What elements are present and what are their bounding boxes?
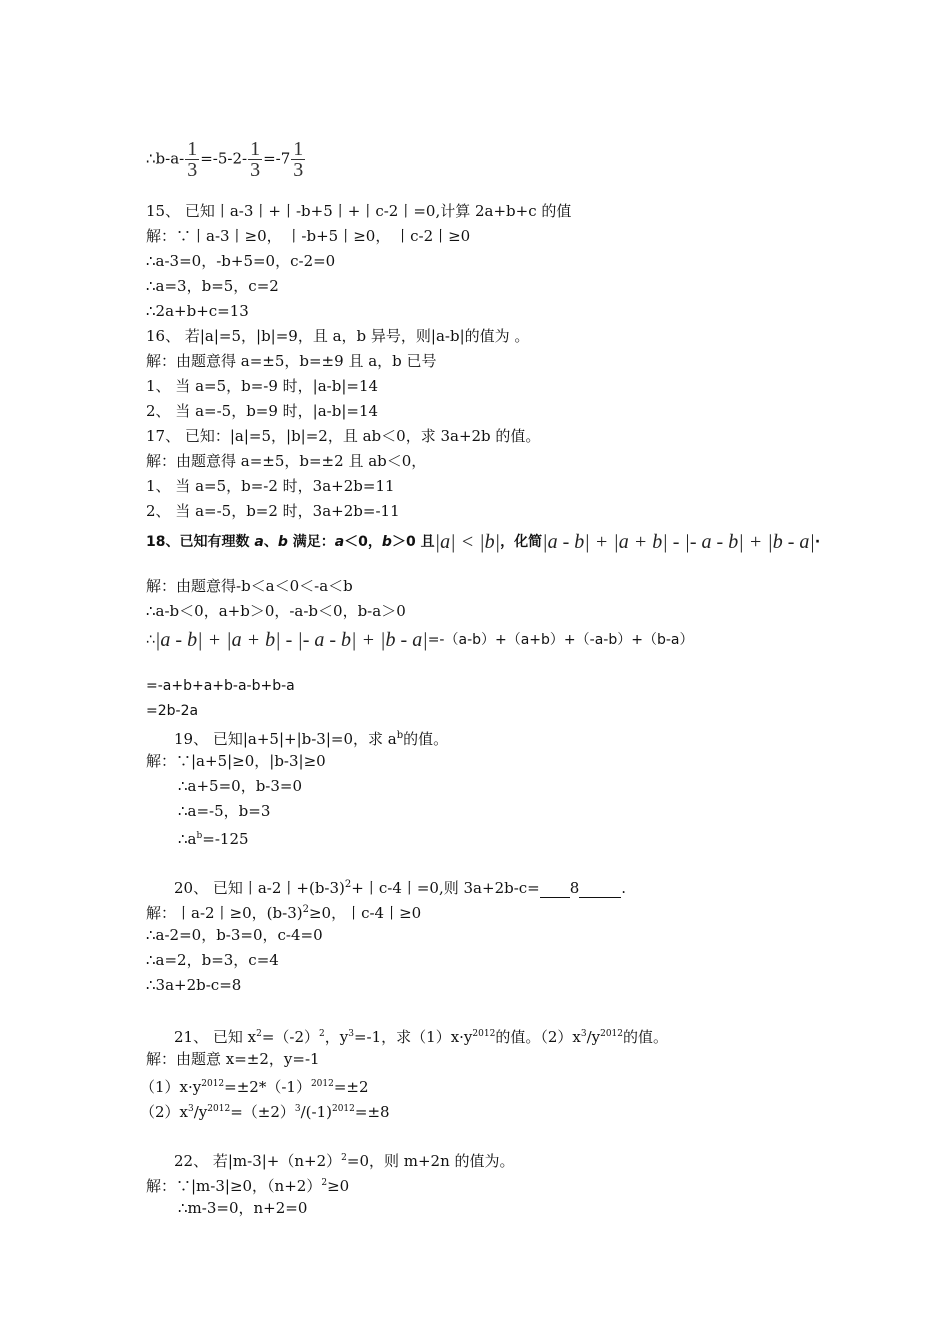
text: =-7 bbox=[263, 149, 291, 168]
solution-line: $\therefore a^b=-125$ bbox=[178, 830, 249, 848]
solution-line: 解：由题意 x=±2，y=-1 bbox=[146, 1050, 320, 1068]
problem-16: 16、 若|a|=5，|b|=9，且 a，b 异号，则|a-b|的值为 。 bbox=[146, 327, 530, 345]
solution-line: ∴|a - b| + |a + b| - |- a - b| + |b - a|=-（a-b）+（a+b）+（-a-b）+（b-a） bbox=[146, 629, 694, 651]
problem-17: 17、 已知：|a|=5，|b|=2，且 ab＜0，求 3a+2b 的值。 bbox=[146, 427, 541, 445]
blank-line bbox=[540, 881, 570, 898]
text: ∴b-a- bbox=[146, 149, 185, 168]
solution-line: ∴m-3=0，n+2=0 bbox=[178, 1199, 308, 1217]
solution-line: 2、 当 a=-5，b=9 时，|a-b|=14 bbox=[146, 402, 379, 420]
math-expression: |a - b| + |a + b| - |- a - b| + |b - a| bbox=[154, 629, 428, 651]
solution-line: 解：由题意得-b＜a＜0＜-a＜b bbox=[146, 577, 353, 595]
solution-line: 解：由题意得 a=±5，b=±9 且 a，b 已号 bbox=[146, 352, 437, 370]
fraction: $\frac{1}{3}$ bbox=[293, 138, 304, 181]
line-frac-result bbox=[146, 139, 306, 180]
solution-line: 1、 当 a=5，b=-9 时，|a-b|=14 bbox=[146, 377, 379, 395]
solution-line: ∴a=3，b=5，c=2 bbox=[146, 277, 279, 295]
solution-line: ∴a-b＜0，a+b＞0，-a-b＜0，b-a＞0 bbox=[146, 602, 406, 620]
math-expression: |a| < |b| bbox=[434, 531, 501, 553]
solution-line: ∴a-2=0，b-3=0，c-4=0 bbox=[146, 926, 323, 944]
answer: 8 bbox=[569, 879, 580, 897]
solution-line: =2b-2a bbox=[146, 703, 199, 719]
solution-line: 解：由题意得 a=±5，b=±2 且 ab＜0， bbox=[146, 452, 427, 470]
solution-line: =-a+b+a+b-a-b+b-a bbox=[146, 678, 295, 694]
fraction: $\frac{1}{3}$ bbox=[187, 138, 198, 181]
solution-line: $(2)x^3/y^{2012}=(\pm 2)^3/(-1)^{2012}=\pm 8$ bbox=[140, 1103, 390, 1121]
text: =-5-2- bbox=[200, 149, 248, 168]
solution-line: ∴a=-5，b=3 bbox=[178, 802, 271, 820]
problem-19: 19、 已知|a+5|+|b-3|=0，求 $a^b$的值。 bbox=[174, 730, 449, 748]
solution-line: ∴2a+b+c=13 bbox=[146, 302, 249, 320]
problem-21: 21、 已知 $x^2=(-2)^2$，$y^3=-1$，求$(1)x\cdot y^{2012}$的值。$(2)x^3/y^{2012}$的值。 bbox=[174, 1028, 669, 1046]
solution-line: ∴a=2，b=3，c=4 bbox=[146, 951, 279, 969]
solution-line: 解：∵|m-3|≥0，$(n+2)^2\ge 0$ bbox=[146, 1177, 350, 1195]
math-expression: |a - b| + |a + b| - |- a - b| + |b - a| bbox=[542, 531, 815, 553]
solution-line: ∴a-3=0，-b+5=0，c-2=0 bbox=[146, 252, 336, 270]
problem-15: 15、 已知丨a-3丨+丨-b+5丨+丨c-2丨=0,计算 2a+b+c 的值 bbox=[146, 202, 572, 220]
solution-line: 2、 当 a=-5，b=2 时，3a+2b=-11 bbox=[146, 502, 400, 520]
solution-line: 解：∵丨a-3丨≥0， 丨-b+5丨≥0， 丨c-2丨≥0 bbox=[146, 227, 471, 245]
solution-line: 解：丨a-2丨≥0，$(b-3)^2\ge 0$，丨c-4丨≥0 bbox=[146, 904, 422, 922]
solution-line: ∴a+5=0，b-3=0 bbox=[178, 777, 303, 795]
problem-18: 18、已知有理数 a、b 满足：a＜0，b＞0 且|a| < |b|，化简|a - b| + |a + b| - |- a - b| + |b - a|· bbox=[146, 531, 821, 553]
solution-line: $(1)x\cdot y^{2012}=\pm 2*(-1)^{2012}=\pm 2$ bbox=[140, 1078, 369, 1096]
solution-line: 1、 当 a=5，b=-2 时，3a+2b=11 bbox=[146, 477, 395, 495]
problem-20: 20、 已知丨a-2丨$+(b-3)^2+$丨c-4丨=0,则 3a+2b-c= 8 . bbox=[174, 879, 627, 897]
solution-line: ∴3a+2b-c=8 bbox=[146, 976, 242, 994]
solution-line: 解：∵|a+5|≥0，|b-3|≥0 bbox=[146, 752, 326, 770]
blank-line bbox=[579, 881, 621, 898]
problem-22: 22、 若$|m-3|+(n+2)^2=0$，则 m+2n 的值为。 bbox=[174, 1152, 515, 1170]
fraction: $\frac{1}{3}$ bbox=[250, 138, 261, 181]
